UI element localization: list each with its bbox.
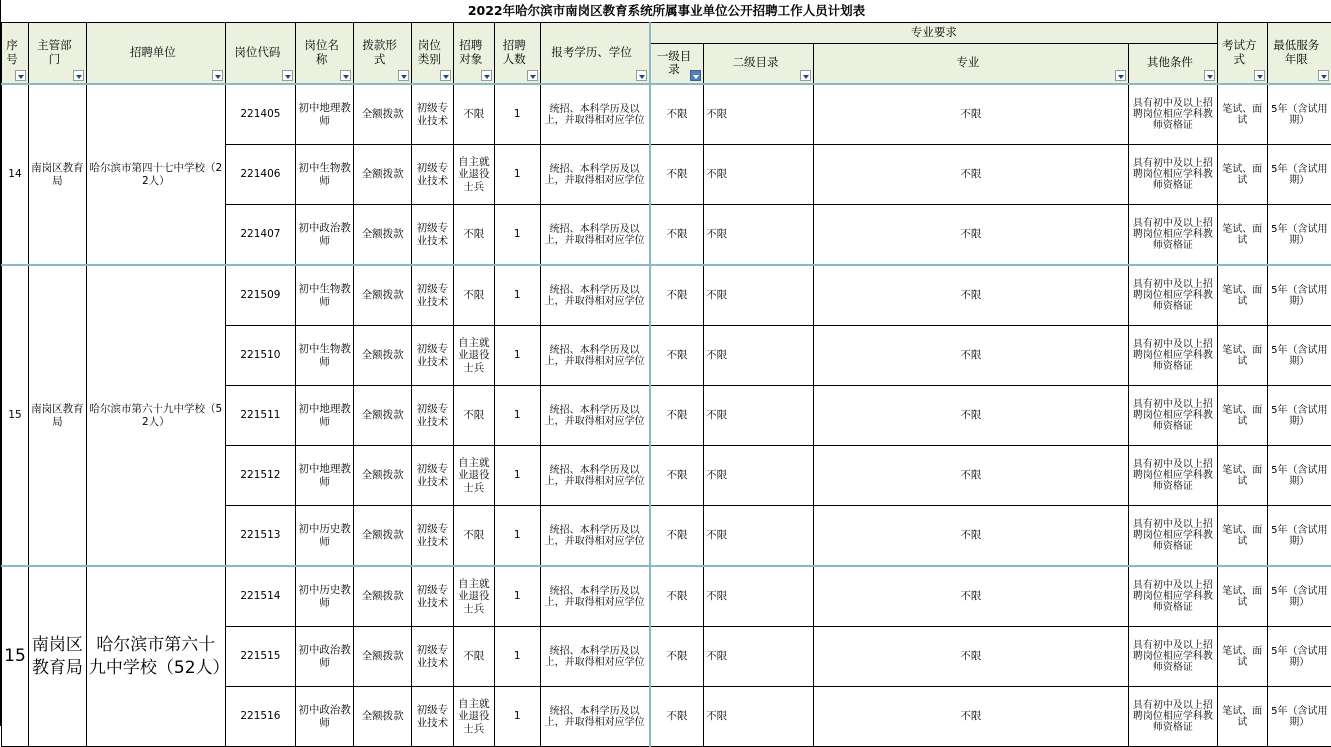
row-education: 统招、本科学历及以上，并取得相对应学位 (540, 84, 650, 145)
row-post-code: 221514 (225, 566, 295, 627)
row-exam: 笔试、面试 (1217, 386, 1267, 446)
row-post-type: 初级专业技术 (412, 627, 453, 687)
row-recruit-target: 不限 (453, 84, 494, 145)
row-funding: 全额拨款 (354, 386, 412, 446)
row-major: 不限 (813, 145, 1128, 205)
row-other: 具有初中及以上招聘岗位相应学科教师资格证 (1128, 386, 1217, 446)
row-other: 具有初中及以上招聘岗位相应学科教师资格证 (1128, 326, 1217, 386)
row-level2: 不限 (704, 145, 814, 205)
row-post-name: 初中政治教师 (296, 687, 354, 747)
row-exam: 笔试、面试 (1217, 446, 1267, 506)
row-other: 具有初中及以上招聘岗位相应学科教师资格证 (1128, 446, 1217, 506)
col-header-major-group: 专业要求 (650, 23, 1218, 44)
table-row (2, 265, 1331, 326)
row-headcount: 1 (494, 446, 540, 506)
row-level2: 不限 (704, 687, 814, 747)
row-major: 不限 (813, 566, 1128, 627)
row-min-service: 5年（含试用期） (1267, 326, 1331, 386)
row-post-code: 221405 (225, 84, 295, 145)
filter-icon[interactable] (1115, 70, 1126, 81)
row-other: 具有初中及以上招聘岗位相应学科教师资格证 (1128, 145, 1217, 205)
row-funding: 全额拨款 (354, 326, 412, 386)
row-level1: 不限 (650, 687, 704, 747)
row-funding: 全额拨款 (354, 506, 412, 567)
row-recruit-target: 不限 (453, 627, 494, 687)
row-post-type: 初级专业技术 (412, 265, 453, 326)
filter-icon[interactable] (1318, 70, 1329, 81)
row-education: 统招、本科学历及以上，并取得相对应学位 (540, 566, 650, 627)
row-level2: 不限 (704, 265, 814, 326)
filter-icon[interactable] (527, 70, 538, 81)
row-education: 统招、本科学历及以上，并取得相对应学位 (540, 506, 650, 567)
filter-icon[interactable] (800, 70, 811, 81)
row-education: 统招、本科学历及以上，并取得相对应学位 (540, 205, 650, 266)
row-major: 不限 (813, 506, 1128, 567)
row-recruit-target: 自主就业退役士兵 (453, 326, 494, 386)
row-education: 统招、本科学历及以上，并取得相对应学位 (540, 265, 650, 326)
filter-icon[interactable] (1254, 70, 1265, 81)
row-level2: 不限 (704, 205, 814, 266)
row-min-service: 5年（含试用期） (1267, 446, 1331, 506)
row-department: 南岗区教育局 (28, 566, 86, 747)
row-level1: 不限 (650, 145, 704, 205)
row-major: 不限 (813, 386, 1128, 446)
row-funding: 全额拨款 (354, 265, 412, 326)
row-exam: 笔试、面试 (1217, 145, 1267, 205)
row-department: 南岗区教育局 (28, 265, 86, 566)
row-exam: 笔试、面试 (1217, 326, 1267, 386)
title-row (2, 0, 1331, 23)
row-min-service: 5年（含试用期） (1267, 627, 1331, 687)
row-headcount: 1 (494, 687, 540, 747)
row-funding: 全额拨款 (354, 84, 412, 145)
row-other: 具有初中及以上招聘岗位相应学科教师资格证 (1128, 687, 1217, 747)
row-headcount: 1 (494, 506, 540, 567)
row-min-service: 5年（含试用期） (1267, 145, 1331, 205)
document-title: 2022年哈尔滨市南岗区教育系统所属事业单位公开招聘工作人员计划表 (2, 0, 1331, 23)
row-level2: 不限 (704, 506, 814, 567)
row-post-code: 221512 (225, 446, 295, 506)
row-level2: 不限 (704, 84, 814, 145)
row-level2: 不限 (704, 326, 814, 386)
row-recruit-target: 自主就业退役士兵 (453, 566, 494, 627)
row-post-type: 初级专业技术 (412, 446, 453, 506)
row-unit: 哈尔滨市第六十九中学校（52人） (86, 265, 225, 566)
row-seq: 14 (2, 84, 29, 265)
col-header-exam: 考试方式 (1217, 23, 1267, 85)
row-post-type: 初级专业技术 (412, 687, 453, 747)
row-level1: 不限 (650, 205, 704, 266)
col-header-department: 主管部门 (28, 23, 86, 85)
col-header-post-name: 岗位名称 (296, 23, 354, 85)
row-min-service: 5年（含试用期） (1267, 566, 1331, 627)
row-recruit-target: 不限 (453, 205, 494, 266)
row-post-code: 221515 (225, 627, 295, 687)
col-header-min-service: 最低服务年限 (1267, 23, 1331, 85)
row-min-service: 5年（含试用期） (1267, 84, 1331, 145)
col-header-level1: 一级目录 (650, 44, 704, 85)
row-funding: 全额拨款 (354, 145, 412, 205)
row-exam: 笔试、面试 (1217, 205, 1267, 266)
row-post-type: 初级专业技术 (412, 326, 453, 386)
row-major: 不限 (813, 205, 1128, 266)
row-exam: 笔试、面试 (1217, 265, 1267, 326)
row-headcount: 1 (494, 386, 540, 446)
row-post-code: 221407 (225, 205, 295, 266)
row-level2: 不限 (704, 627, 814, 687)
row-headcount: 1 (494, 566, 540, 627)
row-unit: 哈尔滨市第六十九中学校（52人） (86, 566, 225, 747)
row-exam: 笔试、面试 (1217, 687, 1267, 747)
filter-icon[interactable] (440, 70, 451, 81)
row-unit: 哈尔滨市第四十七中学校（22人） (86, 84, 225, 265)
recruitment-plan-table (1, 0, 1331, 747)
row-post-code: 221509 (225, 265, 295, 326)
filter-icon[interactable] (398, 70, 409, 81)
row-education: 统招、本科学历及以上，并取得相对应学位 (540, 627, 650, 687)
table-body (2, 84, 1331, 747)
filter-icon[interactable] (636, 70, 647, 81)
table-row (2, 84, 1331, 145)
row-exam: 笔试、面试 (1217, 84, 1267, 145)
row-exam: 笔试、面试 (1217, 566, 1267, 627)
row-headcount: 1 (494, 326, 540, 386)
row-level1: 不限 (650, 446, 704, 506)
col-header-other: 其他条件 (1128, 44, 1217, 85)
row-exam: 笔试、面试 (1217, 506, 1267, 567)
row-post-name: 初中历史教师 (296, 506, 354, 567)
row-post-code: 221513 (225, 506, 295, 567)
row-level2: 不限 (704, 446, 814, 506)
row-post-name: 初中历史教师 (296, 566, 354, 627)
row-headcount: 1 (494, 627, 540, 687)
row-education: 统招、本科学历及以上，并取得相对应学位 (540, 687, 650, 747)
row-recruit-target: 自主就业退役士兵 (453, 145, 494, 205)
row-level1: 不限 (650, 386, 704, 446)
row-post-code: 221510 (225, 326, 295, 386)
row-education: 统招、本科学历及以上，并取得相对应学位 (540, 145, 650, 205)
filter-icon[interactable] (212, 70, 223, 81)
col-header-recruit-target: 招聘对象 (453, 23, 494, 85)
row-post-type: 初级专业技术 (412, 84, 453, 145)
row-funding: 全额拨款 (354, 446, 412, 506)
row-funding: 全额拨款 (354, 627, 412, 687)
row-seq: 15 (2, 265, 29, 566)
row-headcount: 1 (494, 145, 540, 205)
row-seq: 15 (2, 566, 29, 747)
row-recruit-target: 不限 (453, 265, 494, 326)
row-major: 不限 (813, 84, 1128, 145)
row-level2: 不限 (704, 386, 814, 446)
row-major: 不限 (813, 446, 1128, 506)
row-post-code: 221406 (225, 145, 295, 205)
filter-icon[interactable] (282, 70, 293, 81)
row-education: 统招、本科学历及以上，并取得相对应学位 (540, 446, 650, 506)
row-post-code: 221511 (225, 386, 295, 446)
row-post-name: 初中生物教师 (296, 145, 354, 205)
row-level1: 不限 (650, 627, 704, 687)
col-header-education: 报考学历、学位 (540, 23, 650, 85)
row-major: 不限 (813, 627, 1128, 687)
col-header-post-code: 岗位代码 (225, 23, 295, 85)
row-post-type: 初级专业技术 (412, 145, 453, 205)
row-level1: 不限 (650, 326, 704, 386)
row-post-name: 初中地理教师 (296, 446, 354, 506)
row-other: 具有初中及以上招聘岗位相应学科教师资格证 (1128, 506, 1217, 567)
header-row-main (2, 23, 1331, 44)
row-min-service: 5年（含试用期） (1267, 386, 1331, 446)
row-level2: 不限 (704, 566, 814, 627)
row-funding: 全额拨款 (354, 566, 412, 627)
col-header-unit: 招聘单位 (86, 23, 225, 85)
col-header-post-type: 岗位类别 (412, 23, 453, 85)
row-headcount: 1 (494, 84, 540, 145)
row-headcount: 1 (494, 265, 540, 326)
row-min-service: 5年（含试用期） (1267, 265, 1331, 326)
row-post-name: 初中政治教师 (296, 627, 354, 687)
row-other: 具有初中及以上招聘岗位相应学科教师资格证 (1128, 265, 1217, 326)
row-other: 具有初中及以上招聘岗位相应学科教师资格证 (1128, 627, 1217, 687)
row-recruit-target: 自主就业退役士兵 (453, 687, 494, 747)
filter-icon[interactable] (15, 70, 26, 81)
row-recruit-target: 不限 (453, 386, 494, 446)
table-row (2, 566, 1331, 627)
row-major: 不限 (813, 265, 1128, 326)
col-header-level2: 二级目录 (704, 44, 814, 85)
filter-icon[interactable] (73, 70, 84, 81)
filter-icon-active[interactable] (690, 70, 701, 81)
row-post-type: 初级专业技术 (412, 506, 453, 567)
row-post-type: 初级专业技术 (412, 205, 453, 266)
row-min-service: 5年（含试用期） (1267, 506, 1331, 567)
row-funding: 全额拨款 (354, 687, 412, 747)
row-other: 具有初中及以上招聘岗位相应学科教师资格证 (1128, 205, 1217, 266)
col-header-major: 专业 (813, 44, 1128, 85)
row-post-code: 221516 (225, 687, 295, 747)
row-major: 不限 (813, 326, 1128, 386)
col-header-funding: 拨款形式 (354, 23, 412, 85)
row-department: 南岗区教育局 (28, 84, 86, 265)
row-level1: 不限 (650, 566, 704, 627)
row-post-name: 初中生物教师 (296, 326, 354, 386)
row-headcount: 1 (494, 205, 540, 266)
filter-icon[interactable] (340, 70, 351, 81)
row-min-service: 5年（含试用期） (1267, 687, 1331, 747)
row-recruit-target: 自主就业退役士兵 (453, 446, 494, 506)
row-level1: 不限 (650, 506, 704, 567)
row-post-name: 初中政治教师 (296, 205, 354, 266)
row-major: 不限 (813, 687, 1128, 747)
row-education: 统招、本科学历及以上，并取得相对应学位 (540, 326, 650, 386)
row-recruit-target: 不限 (453, 506, 494, 567)
row-level1: 不限 (650, 84, 704, 145)
row-funding: 全额拨款 (354, 205, 412, 266)
row-other: 具有初中及以上招聘岗位相应学科教师资格证 (1128, 84, 1217, 145)
row-min-service: 5年（含试用期） (1267, 205, 1331, 266)
col-header-headcount: 招聘人数 (494, 23, 540, 85)
filter-icon[interactable] (1204, 70, 1215, 81)
col-header-seq: 序号 (2, 23, 29, 85)
row-exam: 笔试、面试 (1217, 627, 1267, 687)
row-education: 统招、本科学历及以上，并取得相对应学位 (540, 386, 650, 446)
row-post-name: 初中地理教师 (296, 84, 354, 145)
row-post-type: 初级专业技术 (412, 386, 453, 446)
row-post-name: 初中地理教师 (296, 386, 354, 446)
filter-icon[interactable] (481, 70, 492, 81)
row-post-type: 初级专业技术 (412, 566, 453, 627)
row-post-name: 初中生物教师 (296, 265, 354, 326)
row-other: 具有初中及以上招聘岗位相应学科教师资格证 (1128, 566, 1217, 627)
row-level1: 不限 (650, 265, 704, 326)
